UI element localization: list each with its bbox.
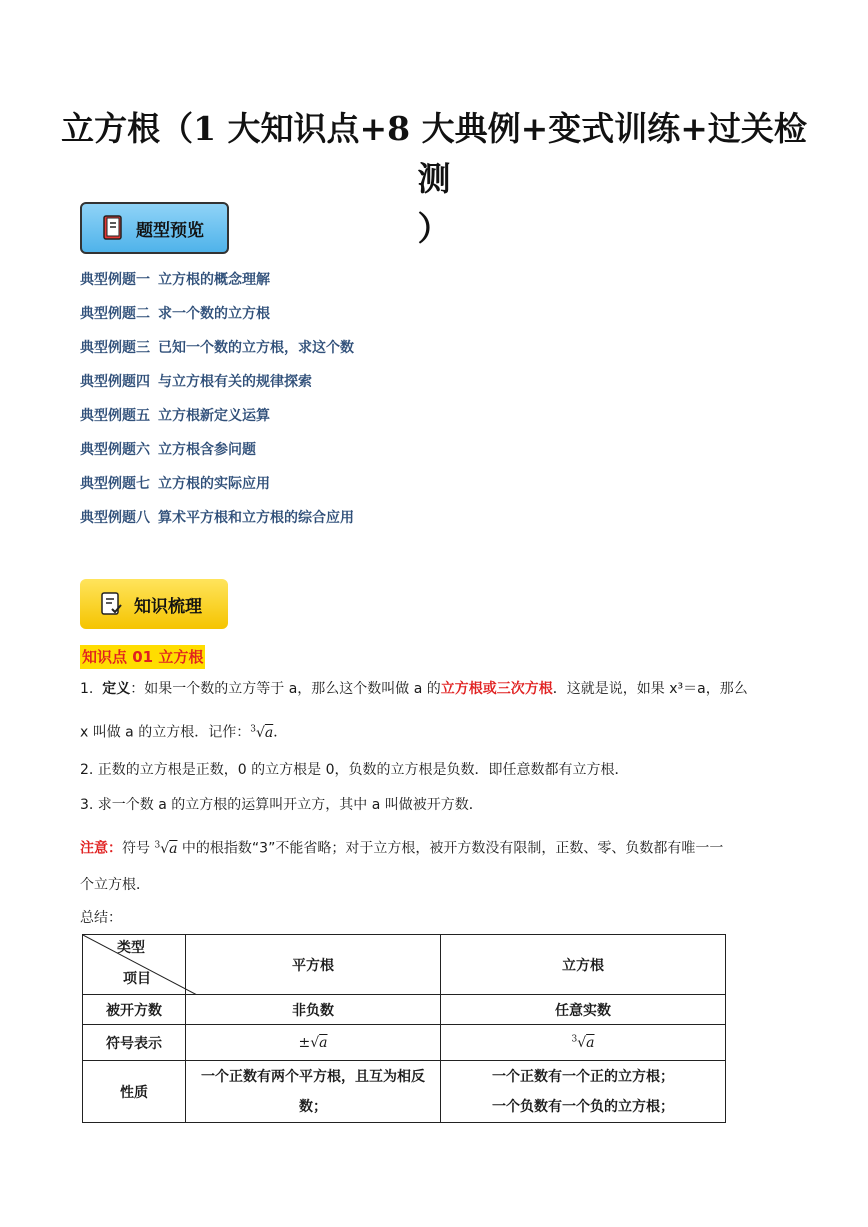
book-icon <box>100 215 126 241</box>
definition-paragraph: 1. 定义：如果一个数的立方等于 a，那么这个数叫做 a 的立方根或三次方根．这就是说，如果 x³＝a，那么 x 叫做 a 的立方根．记作：$^3$√a． <box>80 681 748 741</box>
preview-badge <box>80 202 229 254</box>
preview-badge-label: 题型预览 <box>136 220 204 241</box>
table-header-row <box>83 935 726 995</box>
table-row: 性质 一个正数有两个平方根，且互为相反 数； 一个正数有一个正的立方根； 一个负数有一个负的立方根； <box>83 1061 726 1123</box>
note-paragraph: 注意：符号 $^3$√a 中的根指数“3”不能省略；对于立方根，被开方数没有限制，正数、零、负数都有唯一一 个立方根． <box>80 840 724 893</box>
example-item: 典型例题四 与立方根有关的规律探索 <box>80 374 312 390</box>
col-header-square-root: 平方根 <box>186 935 441 995</box>
example-item: 典型例题一 立方根的概念理解 <box>80 272 270 288</box>
title-line-2: ） <box>417 209 451 248</box>
review-badge-label: 知识梳理 <box>134 596 202 617</box>
corner-cell: 类型 项目 <box>83 935 186 995</box>
review-badge <box>80 579 228 629</box>
example-item: 典型例题六 立方根含参问题 <box>80 442 256 458</box>
cube-root-symbol: $^3$√a <box>441 1025 726 1061</box>
table-row: 符号表示 ±√a $^3$√a <box>83 1025 726 1061</box>
knowledge-point-heading: 知识点 01 立方根 <box>80 645 205 669</box>
example-item: 典型例题八 算术平方根和立方根的综合应用 <box>80 510 354 526</box>
summary-table <box>82 934 726 1123</box>
title-line-1: 立方根（1 大知识点+8 大典例+变式训练+过关检测 <box>61 109 807 198</box>
square-root-symbol: ±√a <box>186 1025 441 1061</box>
col-header-cube-root: 立方根 <box>441 935 726 995</box>
summary-label: 总结： <box>80 910 122 926</box>
checklist-icon <box>98 591 124 617</box>
cube-root-symbol: $^3$√a <box>250 724 274 741</box>
operation-paragraph: 3. 求一个数 a 的立方根的运算叫开立方，其中 a 叫做被开方数． <box>80 797 483 813</box>
table-row: 被开方数 非负数 任意实数 <box>83 995 726 1025</box>
cube-root-symbol: $^3$√a <box>154 840 178 857</box>
example-item: 典型例题二 求一个数的立方根 <box>80 306 270 322</box>
example-item: 典型例题三 已知一个数的立方根，求这个数 <box>80 340 354 356</box>
example-item: 典型例题五 立方根新定义运算 <box>80 408 270 424</box>
property-paragraph: 2. 正数的立方根是正数，0 的立方根是 0，负数的立方根是负数．即任意数都有立方根． <box>80 762 629 778</box>
example-list <box>80 268 354 540</box>
example-item: 典型例题七 立方根的实际应用 <box>80 476 270 492</box>
